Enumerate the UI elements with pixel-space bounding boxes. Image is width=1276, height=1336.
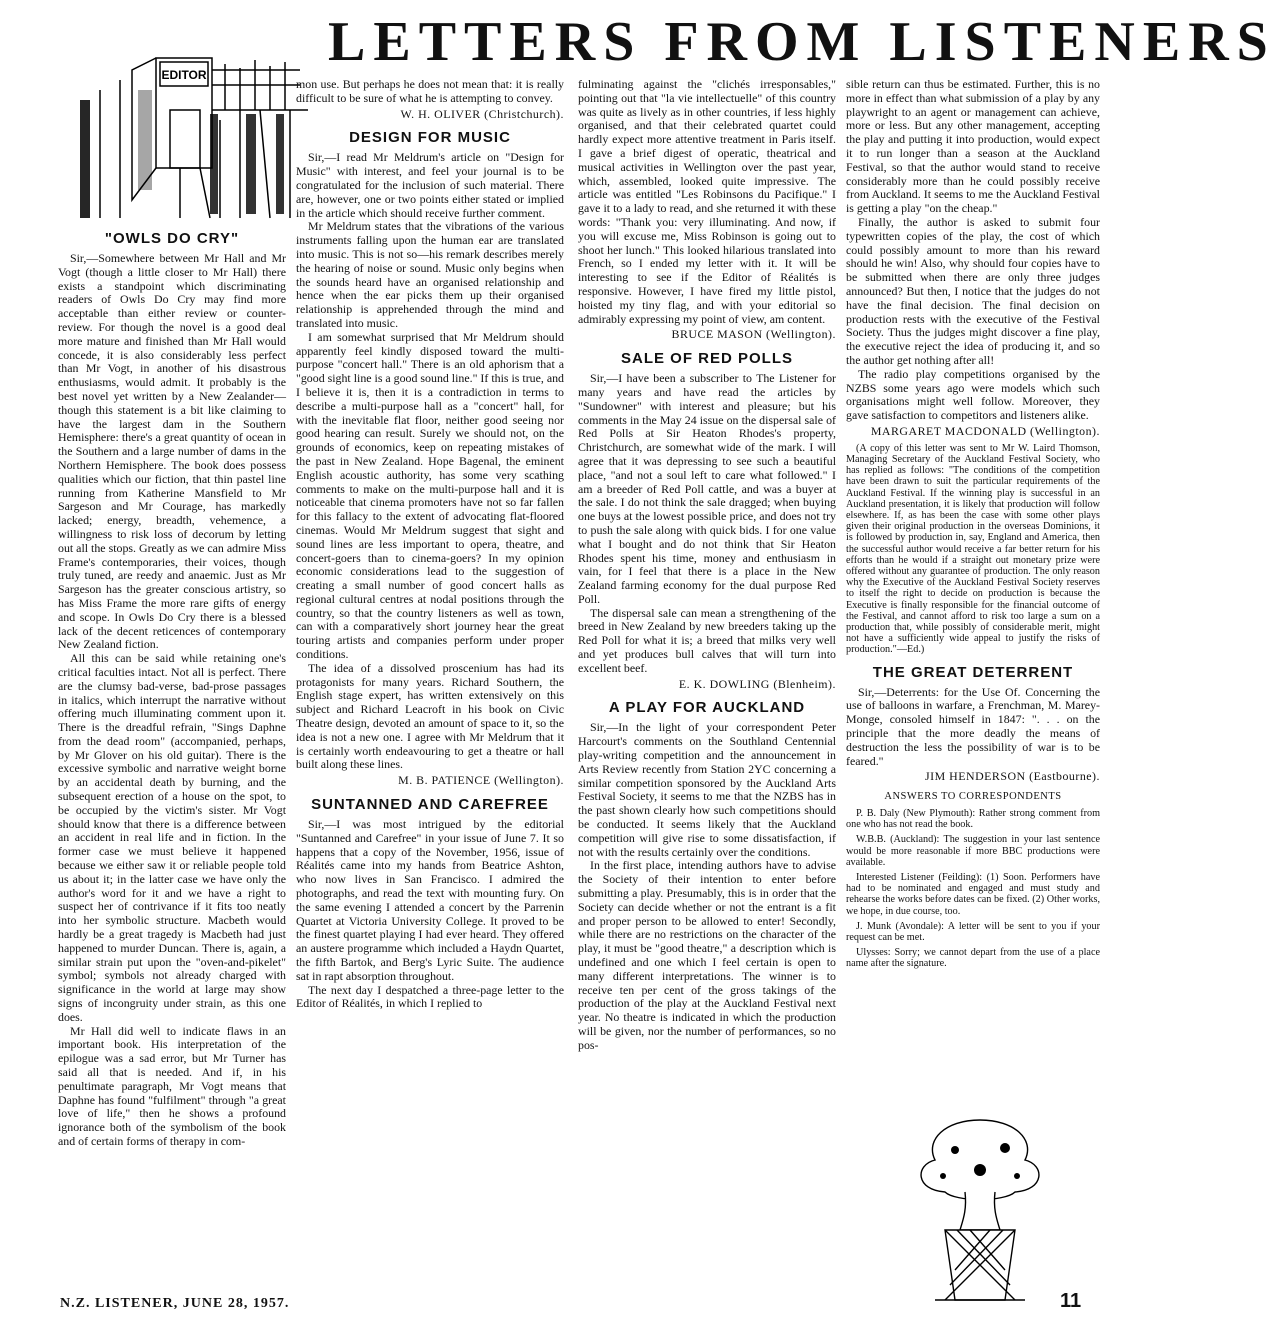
signature-dowling: E. K. DOWLING (Blenheim). — [678, 676, 836, 691]
heading-great-deterrent: THE GREAT DETERRENT — [872, 663, 1074, 681]
letter-suntanned-continued: fulminating against the "clichés irresponsables," pointing out that "la vie intellectuelle" of this country was quite as lively as in other countries, if less highly organised, and that their celebrated quartet could hardly expect more attentive treatment in Paris itself. I gave a brief digest of operatic, theatrical and musical activities in Wellington over the past year, which, assembled, looked quite impressive. The article was entitled "Les Robinsons du Pacifique." I gave it to a lady to read, and she returned it with these words: "Thank you: very illuminating. And now, if you will excuse me, Miss Robinson is going out to shoot her lunch." This looked hilarious translated into French, so I ended my letter with it. It will be interesting to see if the Editor of Réalités is responsive. However, I have fired my little pistol, hoisted my tiny flag, and with your editorial so admirably expressing my point of view, am content. — [578, 77, 836, 326]
heading-owls-do-cry: "OWLS DO CRY" — [104, 230, 240, 247]
heading-play-for-auckland: A PLAY FOR AUCKLAND — [608, 699, 806, 717]
column-1 — [58, 222, 286, 1149]
letter-auckland-p1: Sir,—In the light of your correspondent Peter Harcourt's comments on the Southland Centennial play-writing competition and the announcement in Arts Review recently from Station 2YC concerning a similar competition sponsored by the Auckland Arts Festival Society, it seems to me that the NZBS has in the past shown clearly how such competitions should be conducted. It seems likely that the Auckland competition will give rise to some dissatisfaction, if not with the results certainly over the conditions. — [578, 720, 836, 859]
letter-owls-continued: mon use. But perhaps he does not mean that: it is really difficult to be sure of what he is attempting to convey. — [296, 77, 564, 105]
answer-item: Ulysses: Sorry; we cannot depart from the use of a place name after the signature. — [846, 947, 1100, 970]
column-2 — [296, 78, 564, 1011]
editor-sign-text: EDITOR — [161, 68, 207, 82]
heading-answers: ANSWERS TO CORRESPONDENTS — [884, 791, 1062, 803]
letter-owls-p2: All this can be said while retaining one's critical faculties intact. Not all is perfect. There are the clumsy bad-verse, bad-prose passages in italics, which interrupt the narrative without offering much illuminating comment upon it. There is the dreadful refrain, "Sings Daphne from the dead room" (accompanied, perhaps, by Mr Glover on his old guitar). There is the excessive symbolic and narrative weight borne by an accidental death by burning, and the subsequent erection of a house on the spot, to be occupied by the victim's sister. Mr Vogt should know that there is a difference between an accident in real life and in fiction. In the former case we must believe it happened because we either saw it or reliable people told us about it; in the latter case we have only the author's word for it and we have a right to suspect her of contrivance if it fits too neatly into her symbolic structure. Macbeth would hardly be a great tragedy is Macbeth had just happened to murder Duncan. There is, again, a similar strain put upon the "oven-and-pikelet" symbol; symbols not already charged with significance in the world at large may show signs of incongruity under strain, as this one does. — [58, 651, 286, 1024]
letter-redpolls-p1: Sir,—I have been a subscriber to The Listener for many years and have read the articles by "Sundowner" with interest and pleasure; but his comments in the May 24 issue on the dispersal sale of Red Polls at Sir Heaton Rhodes's property, Christchurch, are somewhat wide of the mark. I will agree that it was depressing to see such a beautiful place, "and not a soul left to care what followed." I am a breeder of Red Poll cattle, and was a buyer at the sale. I do not think the sale dragged; when buying one buys at the lowest possible price, and does not try to push the sale along with quick bids. I for one value what I bought and do not think that Sir Heaton Rhodes spent his time, money and enthusiasm in vain, for I feel that there is a place in the New Zealand farming economy for the dual purpose Red Poll. — [578, 371, 836, 606]
letter-deterrent-p1: Sir,—Deterrents: for the Use Of. Concerning the use of balloons in warfare, a Frenchman, M. Marey-Monge, consoled himself in 1847: ". . . on the principle that the more deadly the means of destruction the less the possibility of war is to be feared." — [846, 684, 1100, 768]
letter-music-p4: The idea of a dissolved proscenium has had its protagonists for many years. Richard Southern, the English stage expert, has written extensively on this subject and Richard Leacroft in his book on Civic Theatre design, devoted an amount of space to it, so the idea is not a new one. I agree with Mr Meldrum that it is certainly worth endeavouring to get a theatre or hall built along these lines. — [296, 660, 564, 772]
signature-oliver: W. H. OLIVER (Christchurch). — [400, 106, 564, 121]
signature-patience: M. B. PATIENCE (Wellington). — [398, 773, 564, 788]
letter-music-p1: Sir,—I read Mr Meldrum's article on "Design for Music" with interest, and feel your journal is to be congratulated for the inclusion of such material. There are, however, one or two points either stated or implied in the article which should receive further comment. — [296, 150, 564, 220]
page-number: 11 — [1060, 1290, 1082, 1312]
letter-auckland-p3: Finally, the author is asked to submit four typewritten copies of the play, the cost of which could possibly amount to more than his reward should he win! Also, why should four copies have to be submitted when there are only three judges announced? But then, I notice that the judges do not have the final decision. The final decision on production rests with the executive of the Festival Society. Thus the judges might discover a fine play, the executive reject the idea of producing it, and so the author get nothing after all! — [846, 214, 1100, 367]
signature-henderson: JIM HENDERSON (Eastbourne). — [925, 769, 1100, 784]
letter-music-p2: Mr Meldrum states that the vibrations of the various instruments falling upon the human ear are translated into music. This is not so—his remark describes merely the hearing of noise or sound. Music only begins when the sounds heard have an organised relationship and hence when the ear picks them up their organised relationship is apprehended through the mind and translated into music. — [296, 219, 564, 330]
signature-macdonald: MARGARET MACDONALD (Wellington). — [870, 423, 1100, 438]
letter-suntanned-p2: The next day I despatched a three-page letter to the Editor of Réalités, in which I replied to — [296, 982, 564, 1011]
column-4 — [846, 78, 1100, 970]
heading-suntanned: SUNTANNED AND CAREFREE — [311, 796, 549, 814]
page-title: LETTERS FROM LISTENERS — [328, 11, 1276, 73]
answer-item: W.B.B. (Auckland): The suggestion in your last sentence would be more reasonable if more BBC productions were available. — [846, 834, 1100, 868]
letter-auckland-p4: The radio play competitions organised by the NZBS some years ago were models which such organisations might well follow. Moreover, they gave satisfaction to competitors and listeners alike. — [846, 366, 1100, 423]
issue-line: N.Z. LISTENER, JUNE 28, 1957. — [60, 1296, 290, 1311]
editor-illustration — [60, 50, 308, 218]
answer-item: J. Munk (Avondale): A letter will be sent to you if your request can be met. — [846, 920, 1100, 943]
letter-music-p3: I am somewhat surprised that Mr Meldrum should apparently feel kindly disposed toward the multi-purpose "concert hall." There is an old aphorism that a "good sight line is a good sound line." If this is true, and I believe it is, then it is a contradiction in terms to describe a multi-purpose hall as a "concert" hall, for with the inevitable flat floor, neither good seeing nor good hearing can result. Surely we should not, on the grounds of economics, keep on repeating mistakes of the past in New Zealand. Hope Bagenal, the eminent English acoustic authority, has some very scathing comments to make on the multi-purpose hall and it is noticeable that cinema promoters have not so far fallen for this fallacy to the extent of advocating flat-floored cinemas. Would Mr Meldrum suggest that sight and sound lines are less important to opera, theatre, and concert-goers than to cinema-goers? In my opinion economic considerations lead to the suggestion of creating a small number of good concert halls as regional cultural centres at nodal positions through the country, so that the country listeners as well as town, can with a comparatively short journey hear the great touring artists and companies perform under proper conditions. — [296, 329, 564, 662]
deterrent-illustration — [885, 1110, 1075, 1320]
letter-auckland-p2: In the first place, intending authors have to advise the Society of their intention to enter before submitting a play. Presumably, this is in order that the Society can decide whether or not the entrant is a fit and proper person to be allowed to enter! Secondly, while there are no restrictions on the character of the play, it must be "good theatre," a description which is undefined and one which I feel certain is open to many different interpretations. The winner is to receive ten per cent of the gross takings of the production of the play at the Auckland Festival next year. No theatre is indicated in which the production will be given, nor the number of performances, so no pos- — [578, 858, 836, 1052]
heading-design-for-music: DESIGN FOR MUSIC — [349, 129, 511, 147]
letter-auckland-continued: sible return can thus be estimated. Further, this is no more in effect than what submission of a play by any playwright to an agent or management can achieve, more or less. But any other management, accepting the play and putting it into production, would expect it to run longer than a season at the Auckland Festival, so that the author would stand to receive considerably more than he could possibly receive from Auckland. It seems to me the Auckland Festival is getting a play "on the cheap." — [846, 77, 1100, 216]
answer-item: P. B. Daly (New Plymouth): Rather strong comment from one who has not read the book. — [846, 807, 1100, 831]
column-3 — [578, 78, 836, 1053]
heading-red-polls: SALE OF RED POLLS — [620, 350, 793, 368]
answer-item: Interested Listener (Feilding): (1) Soon. Performers have had to be nominated and engaged and must study and rehearse the works before dates can be fixed. (2) Other works, we hope, in due course, too. — [846, 871, 1100, 917]
letter-suntanned-p1: Sir,—I was most intrigued by the editorial "Suntanned and Carefree" in your issue of June 7. It so happens that a copy of the November, 1956, issue of Réalités came into my hands from Beatrice Ashton, who now lives in San Francisco. I admired the photographs, and read the text with mounting fury. On the same evening I attended a concert by the Parrenin Quartet at Victoria University College. It proved to be the finest quartet playing I had ever heard. They offered an austere programme which included a Haydn Quartet, the fifth Bartok, and Berg's Lyric Suite. The audience sat in rapt absorption throughout. — [296, 817, 564, 983]
letter-owls-p1: Sir,—Somewhere between Mr Hall and Mr Vogt (though a little closer to Mr Hall) there exists a standpoint which discriminating readers of Owls Do Cry may find more acceptable than either review or counter-review. For though the novel is a good deal more mature and finished than Mr Hall would concede, it is also considerably less perfect than Mr Vogt, in another of his disastrous enthusiasms, would admit. It probably is the best novel yet written by a New Zealander—though this statement is a bit like claiming to have the largest dam in the Southern Hemisphere: there's a great quantity of ocean in the Southern and a large number of dams in the Northern Hemisphere. The book does possess qualities which our fiction, that thin pastel line running from Katherine Mansfield to Mr Sargeson and Mr Courage, has markedly lacked; energy, breadth, vehemence, a willingness to risk loss of decorum by letting out all the stops. Greatly as we can admire Miss Frame's contemporaries, their voices, though truly tuned, are reedy and anaemic. Just as Mr Sargeson has the greater conscious artistry, so has Miss Frame the more rare gifts of energy and scope. In Owls Do Cry there is a blessed lack of the decent reticences of contemporary New Zealand fiction. — [58, 251, 286, 652]
signature-mason: BRUCE MASON (Wellington). — [671, 327, 836, 342]
letter-owls-p3: Mr Hall did well to indicate flaws in an important book. His interpretation of the epilogue was a sad error, but Mr Turner has said all that is needed. And if, in his penultimate paragraph, Mr Vogt means that Daphne has found "fulfilment" through "a great love of life," then he shows a profound ignorance both of the symbolism of the book and of certain forms of therapy in com- — [58, 1023, 286, 1148]
editor-note: (A copy of this letter was sent to Mr W. Laird Thomson, Managing Secretary of the Auckland Festival Society, who has replied as follows: "The conditions of the competition have been drawn to suit the particular requirements of the Auckland Festival. If the winning play is successful in an Auckland presentation, it is likely that production will follow elsewhere. If, as has been the case with some other plays given their original production in the overseas Dominions, it is followed by production in, say, England and America, then the successful author would receive a far better return for his efforts than he would if a straight out monetary prize were offered without any guarantee of production. The only reason why the Executive of the Auckland Festival Society reserves to itself the right to decide on production is because the Executive is finally responsible for the financial outcome of the Festival, and cannot afford to risk too large a sum on a production that, while possibly of considerable merit, might not have a sufficiently wide appeal to justify the risks of production."—Ed.) — [846, 442, 1100, 656]
letter-redpolls-p2: The dispersal sale can mean a strengthening of the breed in New Zealand by new breeders taking up the Red Poll for what it is; a breed that milks very well and yet produces bull calves that will turn into excellent beef. — [578, 605, 836, 675]
